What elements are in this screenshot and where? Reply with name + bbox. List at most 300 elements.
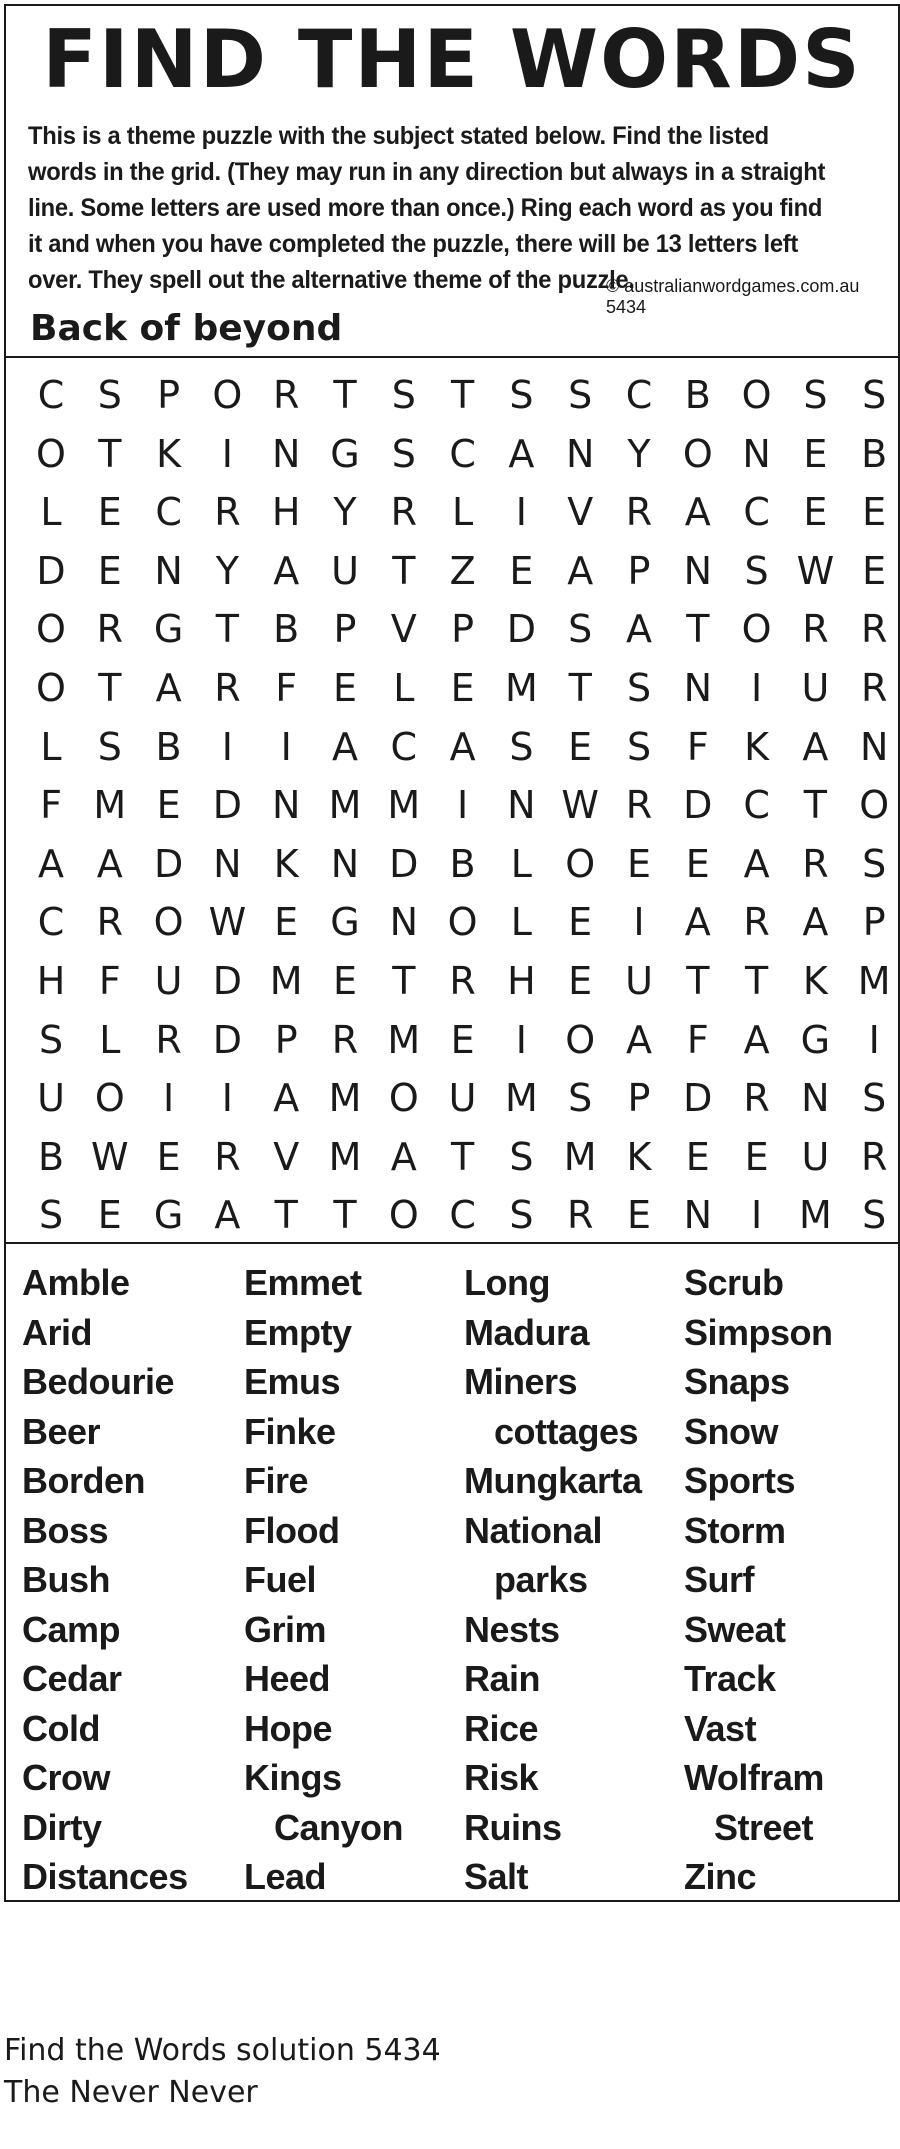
grid-cell[interactable]: M xyxy=(387,783,421,828)
grid-cell[interactable]: U xyxy=(625,959,653,1003)
grid-cell[interactable]: F xyxy=(98,959,121,1003)
grid-cell[interactable]: O xyxy=(94,1076,125,1121)
word-list-item: Emus xyxy=(244,1361,341,1402)
word-list-item: Crow xyxy=(22,1757,110,1798)
grid-cell[interactable]: E xyxy=(862,490,887,535)
grid-cell[interactable]: G xyxy=(330,431,360,476)
grid-cell[interactable]: A xyxy=(802,724,829,769)
grid-cell[interactable]: A xyxy=(626,1017,652,1062)
grid-cell[interactable]: S xyxy=(862,1076,887,1121)
grid-cell[interactable]: E xyxy=(803,490,828,535)
grid-cell[interactable]: G xyxy=(330,900,360,945)
grid-cell[interactable]: S xyxy=(38,1017,64,1062)
grid-cell[interactable]: E xyxy=(156,1134,181,1179)
grid-cell[interactable]: I xyxy=(750,666,763,710)
grid-cell[interactable]: D xyxy=(683,1076,713,1121)
grid-cell[interactable]: F xyxy=(686,724,709,769)
solution-answer: The Never Never xyxy=(4,2075,258,2110)
puzzle-frame xyxy=(4,4,900,1902)
grid-cell[interactable]: P xyxy=(274,1017,298,1062)
word-list-item: Simpson xyxy=(684,1311,833,1353)
grid-row xyxy=(6,1011,898,1069)
grid-cell[interactable]: A xyxy=(390,1134,417,1179)
word-list-item: Sweat xyxy=(684,1608,786,1650)
grid-cell[interactable]: U xyxy=(331,548,359,593)
word-list-item: Distances xyxy=(22,1856,188,1897)
grid-cell[interactable]: F xyxy=(686,1017,709,1062)
grid-cell[interactable]: L xyxy=(40,724,62,769)
grid-cell[interactable]: U xyxy=(37,1076,65,1121)
grid-cell[interactable]: T xyxy=(450,1134,475,1179)
word-list-item: Hope xyxy=(244,1707,332,1749)
grid-cell[interactable]: A xyxy=(214,1193,241,1238)
grid-cell[interactable]: U xyxy=(448,1076,477,1121)
grid-cell[interactable]: N xyxy=(271,783,301,828)
word-list-item: Surf xyxy=(684,1559,754,1600)
grid-cell[interactable]: D xyxy=(683,783,713,828)
grid-cell[interactable]: C xyxy=(625,373,653,417)
grid-cell[interactable]: S xyxy=(862,373,887,417)
grid-cell[interactable]: S xyxy=(862,841,887,886)
grid-cell[interactable]: S xyxy=(626,666,652,710)
grid-cell[interactable]: R xyxy=(802,841,829,886)
word-list-item: Risk xyxy=(464,1757,539,1798)
grid-cell[interactable]: R xyxy=(96,900,123,945)
grid-cell[interactable]: N xyxy=(742,431,771,476)
grid-cell[interactable]: S xyxy=(509,373,534,417)
grid-cell[interactable]: O xyxy=(741,373,772,417)
word-list-item: Bush xyxy=(22,1559,110,1600)
grid-cell[interactable]: L xyxy=(40,490,62,535)
word-list-item: Emmet xyxy=(244,1262,362,1303)
grid-cell[interactable]: E xyxy=(568,959,593,1003)
grid-cell[interactable]: T xyxy=(215,607,239,652)
grid-cell[interactable]: R xyxy=(625,783,653,828)
grid-cell[interactable]: A xyxy=(684,490,711,535)
puzzle-instructions: This is a theme puzzle with the subject stated below. Find the listed words in the grid. (They may run in any direction but always in a straight line. Some letters are used more than once.) Ring each word as you find it and when you have completed the puzzle, there will be 13 letters left over. They spell out the alternative theme of the puzzle. xyxy=(28,122,826,294)
grid-cell[interactable]: E xyxy=(744,1134,769,1179)
grid-cell[interactable]: N xyxy=(330,841,360,886)
grid-cell[interactable]: A xyxy=(626,607,652,652)
grid-cell[interactable]: C xyxy=(155,490,182,535)
grid-cell[interactable]: A xyxy=(332,724,358,769)
word-list-item: Cedar xyxy=(22,1658,122,1699)
grid-cell[interactable]: T xyxy=(333,373,357,417)
grid-cell[interactable]: E xyxy=(509,548,534,593)
grid-cell[interactable]: K xyxy=(156,431,182,476)
grid-cell[interactable]: W xyxy=(561,783,599,828)
grid-cell[interactable]: M xyxy=(857,959,891,1003)
grid-cell[interactable]: O xyxy=(565,841,596,886)
grid-cell[interactable]: E xyxy=(156,783,181,828)
grid-cell[interactable]: H xyxy=(36,959,66,1003)
grid-cell[interactable]: T xyxy=(744,959,769,1003)
grid-cell[interactable]: E xyxy=(97,548,122,593)
grid-cell[interactable]: F xyxy=(40,783,62,828)
grid-cell[interactable]: E xyxy=(685,1134,710,1179)
grid-cell[interactable]: S xyxy=(509,724,534,769)
grid-cell[interactable]: S xyxy=(862,1193,887,1238)
grid-cell[interactable]: R xyxy=(390,490,417,535)
grid-cell[interactable]: O xyxy=(859,783,890,828)
grid-row xyxy=(6,776,898,834)
grid-cell[interactable]: T xyxy=(274,1193,298,1238)
grid-cell[interactable]: R xyxy=(743,1076,770,1121)
grid-cell[interactable]: W xyxy=(91,1134,129,1179)
word-list-item: National xyxy=(464,1509,603,1551)
grid-cell[interactable]: T xyxy=(686,607,710,652)
word-list-item: Sports xyxy=(684,1460,796,1501)
grid-cell[interactable]: I xyxy=(515,1017,527,1062)
grid-cell[interactable]: W xyxy=(208,900,247,945)
word-list-item: Snaps xyxy=(684,1361,790,1402)
grid-cell[interactable]: N xyxy=(801,1076,830,1121)
solution-title: Find the Words solution 5434 xyxy=(4,2033,441,2068)
grid-cell[interactable]: R xyxy=(272,373,300,417)
grid-cell[interactable]: L xyxy=(393,666,415,710)
grid-cell[interactable]: R xyxy=(214,666,241,710)
copyright-notice: © australianwordgames.com.au 5434 xyxy=(606,276,860,317)
grid-cell[interactable]: K xyxy=(802,959,828,1003)
grid-cell[interactable]: M xyxy=(387,1017,421,1062)
grid-cell[interactable]: K xyxy=(626,1134,652,1179)
word-list-item: Rice xyxy=(464,1707,539,1749)
word-list xyxy=(6,1244,898,1900)
word-list-item: Kings xyxy=(244,1757,342,1798)
grid-cell[interactable]: R xyxy=(860,1134,888,1179)
word-list-item: Salt xyxy=(464,1856,529,1897)
grid-cell[interactable]: R xyxy=(860,607,888,652)
word-list-item: Street xyxy=(714,1806,814,1848)
grid-cell[interactable]: L xyxy=(99,1017,121,1062)
grid-cell[interactable]: A xyxy=(38,841,64,886)
grid-cell[interactable]: P xyxy=(451,607,475,652)
grid-cell[interactable]: O xyxy=(36,607,66,652)
grid-cell[interactable]: E xyxy=(862,548,887,593)
word-list-item: Cold xyxy=(22,1707,100,1749)
grid-cell[interactable]: N xyxy=(565,431,595,476)
grid-cell[interactable]: L xyxy=(452,490,474,535)
grid-cell[interactable]: O xyxy=(36,666,66,710)
grid-cell[interactable]: I xyxy=(221,724,233,769)
grid-cell[interactable]: I xyxy=(515,490,527,535)
grid-cell[interactable]: A xyxy=(684,900,711,945)
grid-cell[interactable]: G xyxy=(800,1017,831,1062)
grid-cell[interactable]: U xyxy=(154,959,183,1003)
grid-cell[interactable]: A xyxy=(743,1017,770,1062)
grid-cell[interactable]: M xyxy=(269,959,303,1003)
grid-row xyxy=(6,718,898,776)
grid-cell[interactable]: M xyxy=(328,1134,362,1179)
grid-cell[interactable]: O xyxy=(212,373,243,417)
grid-cell[interactable]: I xyxy=(750,1193,763,1238)
grid-cell[interactable]: U xyxy=(801,1134,830,1179)
grid-cell[interactable]: T xyxy=(568,666,592,710)
grid-cell[interactable]: I xyxy=(868,1017,880,1062)
grid-cell[interactable]: T xyxy=(98,666,122,710)
grid-cell[interactable]: N xyxy=(859,724,889,769)
grid-cell[interactable]: S xyxy=(568,607,593,652)
grid-cell[interactable]: G xyxy=(153,607,184,652)
word-list-item: Amble xyxy=(22,1262,130,1303)
word-column xyxy=(684,1258,833,1902)
grid-cell[interactable]: L xyxy=(510,900,532,945)
grid-cell[interactable]: O xyxy=(388,1076,419,1121)
grid-row xyxy=(6,600,898,658)
grid-cell[interactable]: P xyxy=(157,373,181,417)
grid-cell[interactable]: N xyxy=(154,548,183,593)
grid-cell[interactable]: R xyxy=(743,900,770,945)
word-list-item: Madura xyxy=(464,1311,590,1353)
grid-cell[interactable]: B xyxy=(861,431,888,476)
grid-cell[interactable]: V xyxy=(567,490,594,535)
grid-row xyxy=(6,366,898,424)
grid-cell[interactable]: S xyxy=(97,724,122,769)
word-list-item: Fuel xyxy=(244,1559,317,1600)
grid-cell[interactable]: R xyxy=(214,490,241,535)
word-list-item: Heed xyxy=(244,1658,331,1699)
grid-cell[interactable]: I xyxy=(162,1076,175,1121)
grid-cell[interactable]: A xyxy=(273,1076,300,1121)
grid-row xyxy=(6,1128,898,1186)
grid-cell[interactable]: V xyxy=(273,1134,300,1179)
grid-cell[interactable]: O xyxy=(565,1017,596,1062)
grid-cell[interactable]: R xyxy=(331,1017,359,1062)
grid-row xyxy=(6,952,898,1010)
grid-cell[interactable]: I xyxy=(280,724,292,769)
grid-cell[interactable]: C xyxy=(743,490,770,535)
grid-row xyxy=(6,425,898,483)
grid-cell[interactable]: A xyxy=(449,724,476,769)
grid-cell[interactable]: C xyxy=(37,900,65,945)
puzzle-theme: Back of beyond xyxy=(30,308,343,349)
grid-cell[interactable]: R xyxy=(214,1134,241,1179)
grid-cell[interactable]: E xyxy=(450,666,475,710)
word-list-item: Storm xyxy=(684,1509,786,1551)
word-list-item: Fire xyxy=(244,1460,309,1501)
grid-cell[interactable]: K xyxy=(744,724,770,769)
letter-grid xyxy=(6,358,898,1244)
grid-cell[interactable]: N xyxy=(213,841,242,886)
grid-cell[interactable]: R xyxy=(566,1193,594,1238)
grid-cell[interactable]: T xyxy=(333,1193,357,1238)
grid-cell[interactable]: A xyxy=(96,841,123,886)
grid-cell[interactable]: Z xyxy=(449,548,476,593)
grid-cell[interactable]: B xyxy=(37,1134,65,1179)
grid-cell[interactable]: T xyxy=(392,959,416,1003)
grid-cell[interactable]: S xyxy=(568,1076,593,1121)
grid-cell[interactable]: E xyxy=(803,431,828,476)
grid-cell[interactable]: V xyxy=(390,607,417,652)
grid-cell[interactable]: C xyxy=(743,783,770,828)
grid-cell[interactable]: N xyxy=(507,783,536,828)
grid-cell[interactable]: B xyxy=(449,841,476,886)
grid-cell[interactable]: E xyxy=(97,1193,122,1238)
grid-cell[interactable]: M xyxy=(563,1134,597,1179)
grid-cell[interactable]: M xyxy=(93,783,127,828)
word-list-item: Grim xyxy=(244,1608,327,1650)
word-column xyxy=(22,1258,188,1902)
grid-row xyxy=(6,542,898,600)
grid-cell[interactable]: N xyxy=(389,900,419,945)
grid-cell[interactable]: B xyxy=(155,724,182,769)
grid-cell[interactable]: O xyxy=(388,1193,419,1238)
grid-cell[interactable]: R xyxy=(802,607,829,652)
grid-cell[interactable]: R xyxy=(96,607,123,652)
grid-cell[interactable]: R xyxy=(449,959,476,1003)
word-list-item: Empty xyxy=(244,1311,352,1353)
grid-cell[interactable]: O xyxy=(36,431,66,476)
grid-cell[interactable]: H xyxy=(271,490,301,535)
grid-cell[interactable]: O xyxy=(741,607,772,652)
grid-cell[interactable]: E xyxy=(97,490,122,535)
grid-cell[interactable]: S xyxy=(391,431,416,476)
grid-cell[interactable]: B xyxy=(273,607,300,652)
grid-cell[interactable]: M xyxy=(798,1193,832,1238)
grid-cell[interactable]: E xyxy=(332,959,357,1003)
solution-note xyxy=(4,2030,441,2114)
grid-cell[interactable]: E xyxy=(568,724,593,769)
word-list-item: Finke xyxy=(244,1410,336,1452)
grid-cell[interactable]: M xyxy=(504,666,538,710)
grid-cell[interactable]: R xyxy=(860,666,888,710)
grid-cell[interactable]: Y xyxy=(333,490,357,535)
grid-cell[interactable]: I xyxy=(633,900,645,945)
grid-cell[interactable]: I xyxy=(456,783,469,828)
word-list-item: Lead xyxy=(244,1856,327,1897)
grid-cell[interactable]: S xyxy=(391,373,416,417)
grid-cell[interactable]: A xyxy=(743,841,770,886)
grid-row xyxy=(6,1069,898,1127)
grid-cell[interactable]: N xyxy=(683,548,713,593)
grid-cell[interactable]: R xyxy=(625,490,653,535)
word-list-item: Camp xyxy=(22,1608,121,1650)
grid-cell[interactable]: U xyxy=(801,666,830,710)
word-list-item: Nests xyxy=(464,1608,560,1650)
grid-cell[interactable]: E xyxy=(332,666,357,710)
grid-cell[interactable]: S xyxy=(803,373,828,417)
grid-cell[interactable]: S xyxy=(38,1193,64,1238)
grid-cell[interactable]: C xyxy=(449,431,476,476)
grid-cell[interactable]: A xyxy=(508,431,535,476)
grid-cell[interactable]: P xyxy=(333,607,357,652)
word-list-item: Mungkarta xyxy=(464,1460,642,1501)
grid-cell[interactable]: D xyxy=(389,841,419,886)
grid-cell[interactable]: W xyxy=(796,548,835,593)
grid-cell[interactable]: A xyxy=(273,548,300,593)
grid-cell[interactable]: D xyxy=(506,607,537,652)
word-list-item: Zinc xyxy=(684,1856,757,1897)
grid-cell[interactable]: T xyxy=(98,431,122,476)
grid-cell[interactable]: M xyxy=(504,1076,538,1121)
grid-cell[interactable]: M xyxy=(328,1076,362,1121)
grid-cell[interactable]: A xyxy=(155,666,182,710)
grid-row xyxy=(6,659,898,717)
grid-cell[interactable]: H xyxy=(507,959,536,1003)
grid-cell[interactable]: E xyxy=(626,1193,651,1238)
grid-cell[interactable]: D xyxy=(36,548,66,593)
grid-cell[interactable]: D xyxy=(212,959,243,1003)
grid-cell[interactable]: N xyxy=(683,666,713,710)
word-list-item: Wolfram xyxy=(684,1757,824,1798)
grid-cell[interactable]: O xyxy=(153,900,184,945)
grid-cell[interactable]: E xyxy=(626,841,651,886)
word-list-item: Ruins xyxy=(464,1806,562,1848)
grid-cell[interactable]: E xyxy=(274,900,299,945)
word-list-item: Vast xyxy=(684,1707,757,1749)
grid-row xyxy=(6,483,898,541)
grid-cell[interactable]: D xyxy=(212,1017,243,1062)
grid-cell[interactable]: L xyxy=(510,841,532,886)
grid-cell[interactable]: P xyxy=(627,548,651,593)
grid-cell[interactable]: T xyxy=(392,548,416,593)
grid-cell[interactable]: S xyxy=(97,373,122,417)
grid-cell[interactable]: T xyxy=(803,783,827,828)
grid-cell[interactable]: D xyxy=(212,783,243,828)
grid-cell[interactable]: M xyxy=(328,783,362,828)
grid-row xyxy=(6,893,898,951)
grid-cell[interactable]: E xyxy=(685,841,710,886)
grid-cell[interactable]: F xyxy=(275,666,298,710)
grid-cell[interactable]: C xyxy=(449,1193,476,1238)
grid-cell[interactable]: R xyxy=(155,1017,182,1062)
grid-cell[interactable]: O xyxy=(447,900,478,945)
word-list-item: Bedourie xyxy=(22,1361,175,1402)
word-list-item: Beer xyxy=(22,1410,101,1452)
grid-cell[interactable]: S xyxy=(744,548,769,593)
grid-cell[interactable]: P xyxy=(627,1076,651,1121)
word-column xyxy=(244,1258,403,1902)
word-list-item: Flood xyxy=(244,1509,340,1551)
grid-cell[interactable]: T xyxy=(686,959,710,1003)
word-list-item: Long xyxy=(464,1262,550,1303)
grid-cell[interactable]: A xyxy=(802,900,829,945)
grid-cell[interactable]: G xyxy=(153,1193,184,1238)
grid-cell[interactable]: Y xyxy=(215,548,239,593)
grid-cell[interactable]: I xyxy=(221,431,233,476)
grid-cell[interactable]: S xyxy=(509,1134,534,1179)
grid-cell[interactable]: O xyxy=(682,431,713,476)
grid-cell[interactable]: Y xyxy=(627,431,651,476)
word-column xyxy=(464,1258,642,1902)
grid-cell[interactable]: D xyxy=(153,841,184,886)
grid-cell[interactable]: C xyxy=(37,373,65,417)
grid-cell[interactable]: S xyxy=(568,373,593,417)
grid-cell[interactable]: A xyxy=(567,548,594,593)
grid-cell[interactable]: P xyxy=(862,900,886,945)
word-list-item: parks xyxy=(494,1559,588,1600)
grid-row xyxy=(6,1186,898,1244)
grid-cell[interactable]: K xyxy=(273,841,299,886)
word-list-item: Rain xyxy=(464,1658,541,1699)
word-list-item: Miners xyxy=(464,1361,578,1402)
grid-cell[interactable]: B xyxy=(684,373,711,417)
word-list-item: Arid xyxy=(22,1311,92,1353)
word-list-item: Canyon xyxy=(274,1806,404,1848)
grid-cell[interactable]: T xyxy=(450,373,475,417)
grid-cell[interactable]: S xyxy=(626,724,652,769)
grid-cell[interactable]: S xyxy=(509,1193,534,1238)
puzzle-title: FIND THE WORDS xyxy=(42,13,862,106)
word-list-item: Snow xyxy=(684,1410,778,1452)
grid-cell[interactable]: N xyxy=(683,1193,713,1238)
grid-cell[interactable]: E xyxy=(568,900,593,945)
grid-row xyxy=(6,835,898,893)
grid-cell[interactable]: C xyxy=(390,724,418,769)
grid-cell[interactable]: E xyxy=(450,1017,475,1062)
grid-cell[interactable]: I xyxy=(221,1076,233,1121)
grid-cell[interactable]: N xyxy=(271,431,301,476)
